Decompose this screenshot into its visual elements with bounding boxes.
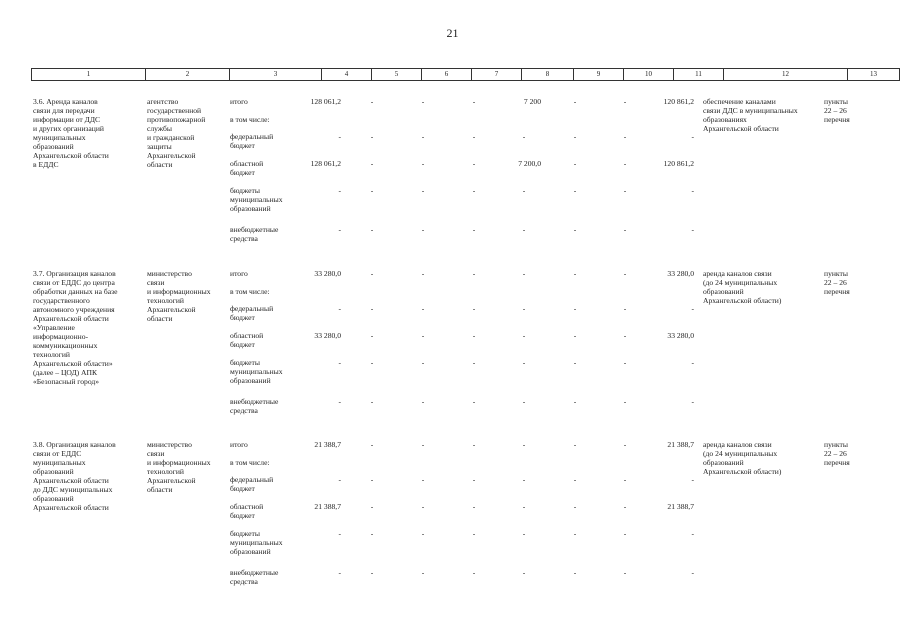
funding-value: -	[573, 97, 577, 106]
funding-value: -	[472, 97, 476, 106]
funding-value: -	[370, 97, 374, 106]
funding-value: -	[421, 397, 425, 406]
funding-value: -	[472, 358, 476, 367]
funding-value: -	[573, 159, 577, 168]
funding-source-label	[230, 115, 270, 124]
responsible-executor-line: связи	[147, 278, 165, 287]
measure-description-line: автономного учреждения	[33, 305, 115, 314]
funding-value: -	[691, 225, 694, 234]
funding-source-label-line: бюджет	[230, 313, 255, 322]
funding-value: -	[623, 97, 627, 106]
funding-value: -	[472, 331, 476, 340]
list-reference	[824, 440, 850, 467]
funding-value: -	[370, 358, 374, 367]
measure-description-line: Архангельской области	[33, 151, 109, 160]
expected-result	[703, 97, 798, 133]
measure-description-line: до ДДС муниципальных	[33, 485, 113, 494]
funding-value: 21 388,7	[314, 502, 341, 511]
funding-value: -	[522, 358, 526, 367]
funding-value: -	[338, 568, 341, 577]
funding-source-label-line: бюджеты	[230, 529, 260, 538]
funding-value: -	[691, 568, 694, 577]
funding-value: -	[522, 304, 526, 313]
funding-value: -	[472, 304, 476, 313]
funding-value: -	[472, 440, 476, 449]
funding-value: -	[338, 186, 341, 195]
funding-value: -	[573, 358, 577, 367]
measure-description-line: государственного	[33, 296, 90, 305]
list-reference-line: пункты	[824, 97, 848, 106]
header-cell: 10	[624, 69, 674, 81]
header-cell: 12	[724, 69, 848, 81]
funding-source-label-line: бюджет	[230, 168, 255, 177]
responsible-executor-line: и информационных	[147, 458, 211, 467]
funding-source-label-line: средства	[230, 577, 258, 586]
funding-source-label-line: итого	[230, 440, 248, 449]
responsible-executor-line: защиты	[147, 142, 172, 151]
responsible-executor-line: министерство	[147, 440, 192, 449]
expected-result-line: (до 24 муниципальных	[703, 449, 778, 458]
funding-source-label-line: в том числе:	[230, 458, 270, 467]
measure-description-line: (далее – ЦОД) АПК	[33, 368, 98, 377]
funding-value: -	[522, 397, 526, 406]
header-cell: 1	[32, 69, 146, 81]
list-reference-line: перечня	[824, 115, 850, 124]
measure-description-line: связи от ЕДДС до центра	[33, 278, 115, 287]
funding-value: 120 861,2	[663, 159, 694, 168]
responsible-executor-line: связи	[147, 449, 165, 458]
funding-value: -	[472, 397, 476, 406]
funding-value: 33 280,0	[314, 269, 341, 278]
funding-value: -	[522, 269, 526, 278]
list-reference-line: 22 – 26	[824, 278, 847, 287]
funding-value: -	[472, 132, 476, 141]
column-number-header	[31, 68, 900, 81]
funding-value: -	[472, 159, 476, 168]
funding-value: 33 280,0	[314, 331, 341, 340]
funding-value: -	[573, 502, 577, 511]
funding-value: -	[522, 475, 526, 484]
expected-result-line: Архангельской области	[703, 124, 779, 133]
funding-value: -	[623, 159, 627, 168]
funding-source-label-line: итого	[230, 269, 248, 278]
expected-result-line: образованиях	[703, 115, 747, 124]
funding-value: -	[522, 331, 526, 340]
list-reference	[824, 97, 850, 124]
funding-source-label	[230, 502, 263, 520]
funding-value: -	[623, 397, 627, 406]
funding-value: -	[522, 568, 526, 577]
funding-value: -	[370, 132, 374, 141]
funding-value: -	[573, 304, 577, 313]
funding-value: -	[370, 397, 374, 406]
funding-value: -	[338, 529, 341, 538]
funding-value: -	[522, 502, 526, 511]
expected-result-line: образований	[703, 287, 744, 296]
funding-value: -	[691, 304, 694, 313]
funding-source-label-line: федеральный	[230, 475, 274, 484]
measure-description-line: технологий	[33, 350, 70, 359]
responsible-executor-line: технологий	[147, 296, 184, 305]
funding-value: -	[421, 132, 425, 141]
funding-value: -	[573, 568, 577, 577]
funding-value: 21 388,7	[314, 440, 341, 449]
funding-value: -	[623, 475, 627, 484]
measure-description-line: и других организаций	[33, 124, 104, 133]
header-cell: 7	[472, 69, 522, 81]
funding-value: -	[421, 502, 425, 511]
funding-value: -	[623, 132, 627, 141]
funding-source-label-line: в том числе:	[230, 287, 270, 296]
funding-source-label	[230, 287, 270, 296]
funding-value: -	[421, 475, 425, 484]
funding-source-label-line: бюджет	[230, 511, 255, 520]
funding-value: -	[691, 358, 694, 367]
measure-description-line: коммуникационных	[33, 341, 98, 350]
expected-result-line: Архангельской области)	[703, 296, 782, 305]
funding-source-label-line: бюджеты	[230, 186, 260, 195]
funding-value: -	[472, 269, 476, 278]
funding-value: -	[338, 304, 341, 313]
measure-description	[33, 440, 116, 512]
funding-value: -	[573, 331, 577, 340]
list-reference-line: пункты	[824, 269, 848, 278]
expected-result	[703, 269, 781, 305]
page-number: 21	[446, 26, 459, 40]
measure-description-line: информационно-	[33, 332, 89, 341]
funding-source-label-line: в том числе:	[230, 115, 270, 124]
header-cell: 3	[230, 69, 322, 81]
funding-value: -	[370, 304, 374, 313]
measure-description-line: «Управление	[33, 323, 75, 332]
funding-source-label-line: бюджеты	[230, 358, 260, 367]
expected-result-line: (до 24 муниципальных	[703, 278, 778, 287]
responsible-executor-line: и информационных	[147, 287, 211, 296]
funding-value: -	[370, 331, 374, 340]
funding-source-label	[230, 331, 263, 349]
funding-value: -	[421, 529, 425, 538]
funding-value: -	[472, 502, 476, 511]
list-reference-line: перечня	[824, 458, 850, 467]
responsible-executor-line: Архангельской	[147, 305, 196, 314]
responsible-executor-line: агентство	[147, 97, 179, 106]
funding-value: -	[338, 475, 341, 484]
measure-description-line: обработки данных на базе	[33, 287, 118, 296]
funding-value: -	[370, 475, 374, 484]
funding-value: -	[421, 269, 425, 278]
funding-value: -	[338, 132, 341, 141]
funding-source-label-line: внебюджетные	[230, 397, 279, 406]
funding-source-label-line: федеральный	[230, 304, 274, 313]
measure-description-line: «Безопасный город»	[33, 377, 100, 386]
funding-value: -	[472, 475, 476, 484]
funding-value: -	[370, 440, 374, 449]
funding-value: -	[421, 568, 425, 577]
funding-value: -	[573, 475, 577, 484]
list-reference-line: 22 – 26	[824, 106, 847, 115]
funding-value: -	[421, 159, 425, 168]
funding-source-label-line: образований	[230, 204, 271, 213]
measure-description-line: 3.8. Организация каналов	[33, 440, 116, 449]
funding-value: -	[573, 186, 577, 195]
funding-value: -	[472, 186, 476, 195]
measure-description-line: образований	[33, 494, 74, 503]
funding-value: -	[370, 269, 374, 278]
header-cell: 4	[322, 69, 372, 81]
responsible-executor-line: государственной	[147, 106, 202, 115]
funding-value: -	[623, 269, 627, 278]
funding-value: 128 061,2	[310, 97, 341, 106]
funding-value: -	[691, 397, 694, 406]
funding-value: -	[370, 186, 374, 195]
funding-value: -	[522, 225, 526, 234]
funding-value: -	[472, 568, 476, 577]
funding-value: -	[421, 97, 425, 106]
funding-source-label	[230, 458, 270, 467]
funding-source-label	[230, 159, 263, 177]
measure-description-line: 3.6. Аренда каналов	[33, 97, 98, 106]
funding-value: -	[573, 529, 577, 538]
expected-result-line: связи ДДС в муниципальных	[703, 106, 798, 115]
funding-value: -	[421, 331, 425, 340]
list-reference-line: 22 – 26	[824, 449, 847, 458]
funding-value: -	[421, 440, 425, 449]
responsible-executor-line: Архангельской	[147, 151, 196, 160]
funding-source-label-line: федеральный	[230, 132, 274, 141]
responsible-executor-line: области	[147, 314, 173, 323]
expected-result	[703, 440, 781, 476]
funding-value: -	[370, 225, 374, 234]
funding-source-label-line: внебюджетные	[230, 225, 279, 234]
header-cell: 6	[422, 69, 472, 81]
funding-source-label-line: муниципальных	[230, 538, 283, 547]
funding-value: -	[691, 132, 694, 141]
funding-source-label-line: внебюджетные	[230, 568, 279, 577]
funding-value: -	[370, 502, 374, 511]
funding-value: -	[623, 304, 627, 313]
funding-value: 128 061,2	[310, 159, 341, 168]
expected-result-line: обеспечение каналами	[703, 97, 776, 106]
responsible-executor-line: противопожарной	[147, 115, 206, 124]
expected-result-line: аренда каналов связи	[703, 440, 772, 449]
funding-source-label-line: областной	[230, 331, 264, 340]
responsible-executor-line: Архангельской	[147, 476, 196, 485]
responsible-executor-line: области	[147, 160, 173, 169]
funding-source-label-line: муниципальных	[230, 367, 283, 376]
funding-value: -	[573, 440, 577, 449]
funding-value: -	[421, 225, 425, 234]
funding-value: -	[573, 269, 577, 278]
measure-description-line: информации от ДДС	[33, 115, 101, 124]
list-reference	[824, 269, 850, 296]
measure-description	[33, 269, 117, 386]
responsible-executor-line: службы	[147, 124, 172, 133]
header-cell: 2	[146, 69, 230, 81]
funding-value: -	[623, 358, 627, 367]
funding-value: -	[691, 475, 694, 484]
funding-value: -	[421, 358, 425, 367]
funding-source-label-line: бюджет	[230, 340, 255, 349]
funding-source-label	[230, 97, 248, 106]
funding-value: -	[522, 186, 526, 195]
funding-value: -	[421, 186, 425, 195]
funding-source-label-line: муниципальных	[230, 195, 283, 204]
funding-value: 33 280,0	[667, 331, 694, 340]
funding-value: -	[338, 358, 341, 367]
funding-source-label	[230, 269, 248, 278]
funding-source-label-line: бюджет	[230, 141, 255, 150]
funding-value: -	[472, 529, 476, 538]
funding-source-label-line: бюджет	[230, 484, 255, 493]
measure-description-line: Архангельской области	[33, 476, 109, 485]
measure-description-line: Архангельской области»	[33, 359, 113, 368]
responsible-executor-line: технологий	[147, 467, 184, 476]
header-cell: 11	[674, 69, 724, 81]
funding-value: -	[623, 502, 627, 511]
responsible-executor-line: и гражданской	[147, 133, 195, 142]
funding-value: -	[338, 225, 341, 234]
funding-value: -	[370, 529, 374, 538]
funding-source-label-line: итого	[230, 97, 248, 106]
expected-result-line: образований	[703, 458, 744, 467]
header-cell: 9	[574, 69, 624, 81]
measure-description-line: Архангельской области	[33, 503, 109, 512]
funding-value: -	[472, 225, 476, 234]
funding-value: -	[623, 186, 627, 195]
funding-value: -	[573, 397, 577, 406]
responsible-executor	[147, 269, 211, 323]
funding-value: -	[623, 529, 627, 538]
measure-description-line: связи для передачи	[33, 106, 95, 115]
funding-value: -	[623, 440, 627, 449]
measure-description-line: Архангельской области	[33, 314, 109, 323]
measure-description-line: муниципальных	[33, 133, 86, 142]
funding-value: 21 388,7	[667, 440, 694, 449]
funding-source-label-line: средства	[230, 406, 258, 415]
header-cell: 8	[522, 69, 574, 81]
funding-value: -	[370, 159, 374, 168]
list-reference-line: перечня	[824, 287, 850, 296]
funding-source-label-line: средства	[230, 234, 258, 243]
list-reference-line: пункты	[824, 440, 848, 449]
measure-description-line: муниципальных	[33, 458, 86, 467]
funding-source-label-line: образований	[230, 547, 271, 556]
measure-description-line: образований	[33, 142, 74, 151]
measure-description-line: связи от ЕДДС	[33, 449, 82, 458]
funding-source-label-line: областной	[230, 502, 264, 511]
funding-value: -	[691, 529, 694, 538]
measure-description-line: образований	[33, 467, 74, 476]
expected-result-line: аренда каналов связи	[703, 269, 772, 278]
funding-source-label	[230, 440, 248, 449]
funding-value: -	[338, 397, 341, 406]
funding-value: 7 200	[523, 97, 541, 106]
responsible-executor-line: министерство	[147, 269, 192, 278]
funding-value: -	[522, 529, 526, 538]
funding-value: -	[623, 225, 627, 234]
funding-value: 7 200,0	[518, 159, 541, 168]
funding-value: -	[623, 568, 627, 577]
funding-source-label-line: областной	[230, 159, 264, 168]
funding-value: -	[522, 132, 526, 141]
measure-description	[33, 97, 109, 169]
funding-value: 120 861,2	[663, 97, 694, 106]
funding-value: -	[623, 331, 627, 340]
responsible-executor-line: области	[147, 485, 173, 494]
funding-source-label-line: образований	[230, 376, 271, 385]
funding-value: -	[370, 568, 374, 577]
measure-description-line: 3.7. Организация каналов	[33, 269, 116, 278]
measure-description-line: в ЕДДС	[33, 160, 59, 169]
funding-value: -	[421, 304, 425, 313]
funding-value: -	[573, 225, 577, 234]
header-cell: 13	[848, 69, 900, 81]
funding-value: -	[573, 132, 577, 141]
header-cell: 5	[372, 69, 422, 81]
responsible-executor	[147, 440, 211, 494]
funding-value: -	[522, 440, 526, 449]
funding-value: 21 388,7	[667, 502, 694, 511]
funding-value: -	[691, 186, 694, 195]
responsible-executor	[147, 97, 205, 169]
expected-result-line: Архангельской области)	[703, 467, 782, 476]
funding-value: 33 280,0	[667, 269, 694, 278]
